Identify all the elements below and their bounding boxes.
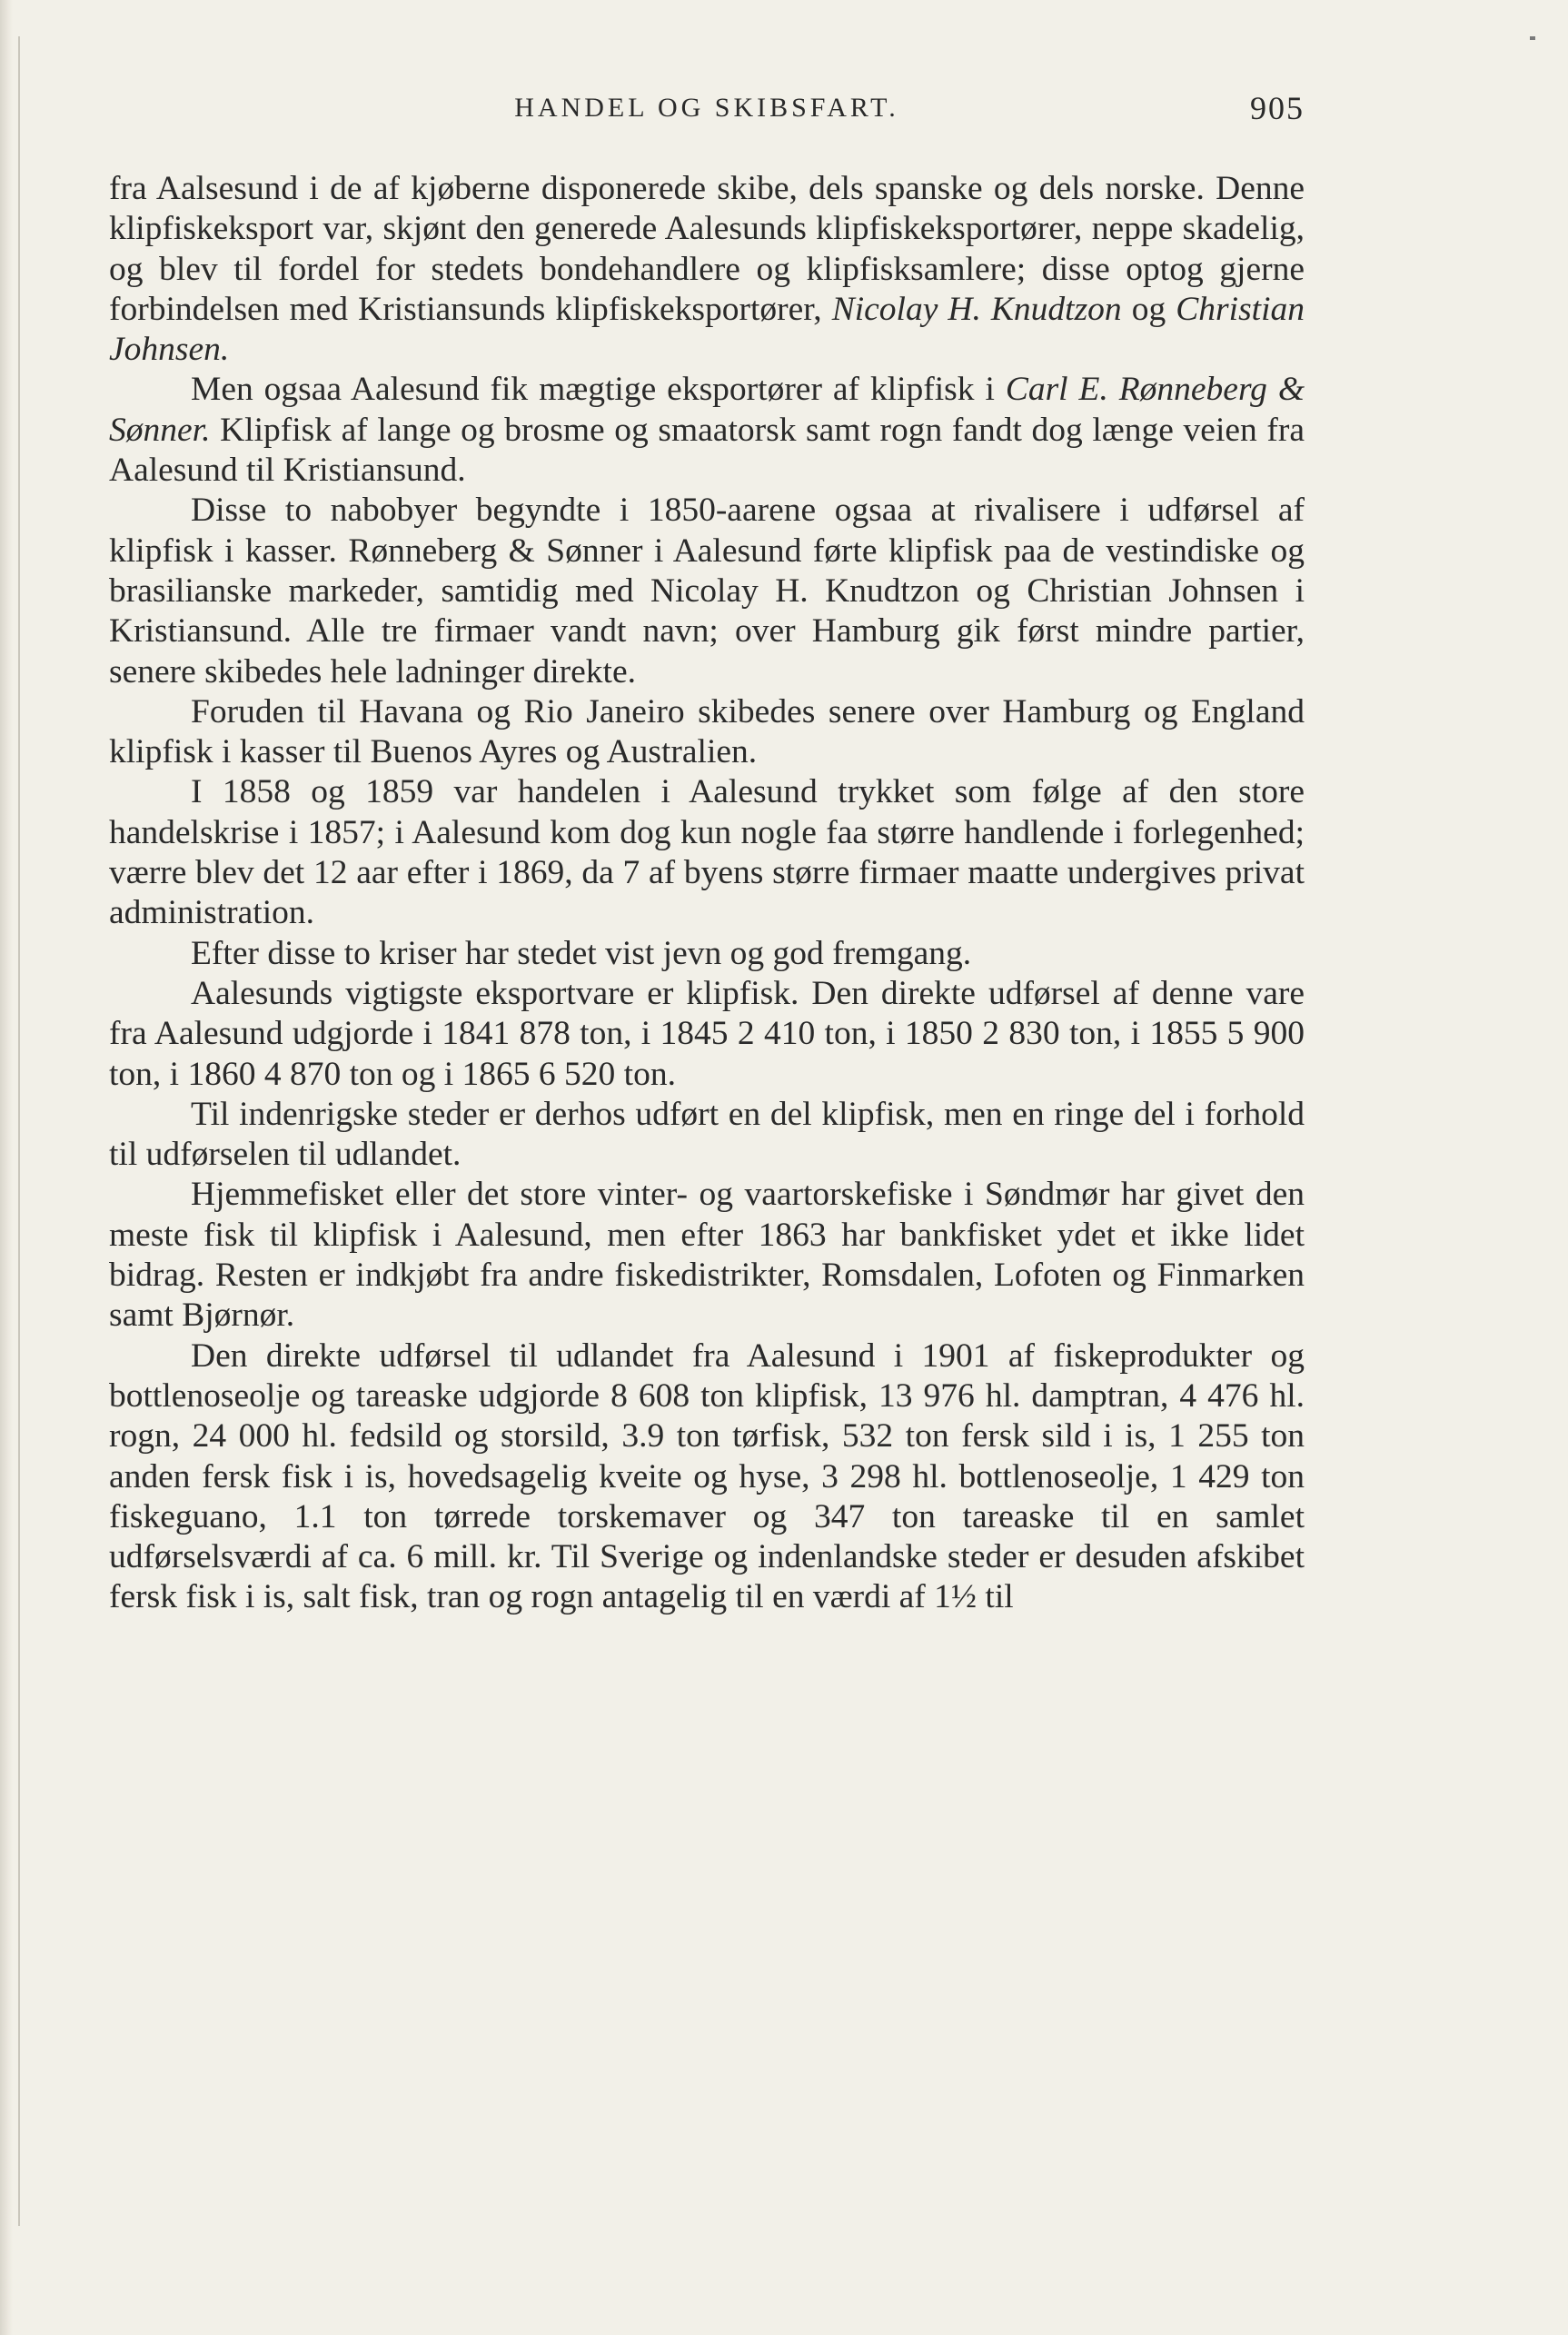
paragraph <box>109 370 1305 491</box>
italic-text: Nicolay H. Knudtzon <box>831 290 1122 328</box>
italic-text: Christian Johnsen. <box>109 290 1305 369</box>
text-run: Hjemmefisket eller det store vinter- og vaartorskefiske i Søndmør har givet den meste fisk til klipfisk i Aalesund, men efter 1863 har bankfisket ydet et ikke lidet bidrag. Resten er indkjøbt fra andre fiskedistrikter, Romsdalen, Lofoten og Finmarken samt Bjørnør. <box>109 1176 1305 1335</box>
page-number: 905 <box>1250 90 1305 126</box>
text-run: Disse to nabobyer begyndte i 1850-aarene ogsaa at rivalisere i udførsel af klipfisk i kasser. Rønneberg & Sønner i Aalesund førte klipfisk paa de vestindiske og brasilianske markeder, samtidig med Nicolay H. Knudtzon og Christian Johnsen i Kristiansund. Alle tre firmaer vandt navn; over Hamburg gik først mindre partier, senere skibedes hele ladninger direkte. <box>109 492 1305 691</box>
body-text <box>109 169 1305 1618</box>
text-run: og <box>1121 290 1176 328</box>
corner-mark <box>1530 36 1535 40</box>
running-title: HANDEL OG SKIBSFART. <box>514 93 899 123</box>
text-run: Men ogsaa Aalesund fik mægtige eksportører af klipfisk i <box>191 371 1006 409</box>
paragraph <box>109 772 1305 933</box>
paragraph <box>109 491 1305 691</box>
paragraph <box>109 934 1305 974</box>
text-run: fra Aalsesund i de af kjøberne disponerede skibe, dels spanske og dels norske. Denne klipfiskeksport var, skjønt den generede Aalesunds klipfiskeksportører, neppe skadelig, og blev til fordel for stedets bondehandlere og klipfisksamlere; disse optog gjerne forbindelsen med Kristiansunds klipfiskeksportører, <box>109 170 1305 328</box>
paragraph <box>109 692 1305 773</box>
paragraph <box>109 169 1305 370</box>
text-run: Efter disse to kriser har stedet vist jevn og god fremgang. <box>191 934 972 972</box>
page-edge <box>0 0 13 2335</box>
paragraph <box>109 974 1305 1095</box>
text-run: Foruden til Havana og Rio Janeiro skibedes senere over Hamburg og England klipfisk i kasser til Buenos Ayres og Australien. <box>109 692 1305 771</box>
paragraph <box>109 1175 1305 1336</box>
italic-text: Carl E. Rønneberg & Sønner. <box>109 371 1305 449</box>
text-run: Den direkte udførsel til udlandet fra Aalesund i 1901 af fiskeprodukter og bottlenoseolje og tareaske udgjorde 8 608 ton klipfisk, 13 976 hl. damptran, 4 476 hl. rogn, 24 000 hl. fedsild og storsild, 3.9 ton tørfisk, 532 ton fersk sild i is, 1 255 ton anden fersk fisk i is, hovedsagelig kveite og hyse, 3 298 hl. bottlenoseolje, 1 429 ton fiskeguano, 1.1 ton tørrede torskemaver og 347 ton tareaske til en samlet udførselsværdi af ca. 6 mill. kr. Til Sverige og indenlandske steder er desuden afskibet fersk fisk i is, salt fisk, tran og rogn antagelig til en værdi af 1½ til <box>109 1336 1305 1616</box>
paragraph <box>109 1095 1305 1176</box>
text-run: Aalesunds vigtigste eksportvare er klipfisk. Den direkte udførsel af denne vare fra Aalesund udgjorde i 1841 878 ton, i 1845 2 410 ton, i 1850 2 830 ton, i 1855 5 900 ton, i 1860 4 870 ton og i 1865 6 520 ton. <box>109 974 1305 1093</box>
text-run: Til indenrigske steder er derhos udført en del klipfisk, men en ringe del i forhold til udførselen til udlandet. <box>109 1095 1305 1174</box>
paragraph <box>109 1336 1305 1618</box>
page-header <box>109 89 1305 129</box>
text-run: I 1858 og 1859 var handelen i Aalesund trykket som følge af den store handelskrise i 1857; i Aalesund kom dog kun nogle faa større handlende i forlegenhed; værre blev det 12 aar efter i 1869, da 7 af byens større firmaer maatte undergives privat administration. <box>109 773 1305 932</box>
page-fold-line <box>18 36 20 2226</box>
text-run: Klipfisk af lange og brosme og smaatorsk samt rogn fandt dog længe veien fra Aalesund til Kristiansund. <box>109 411 1305 490</box>
